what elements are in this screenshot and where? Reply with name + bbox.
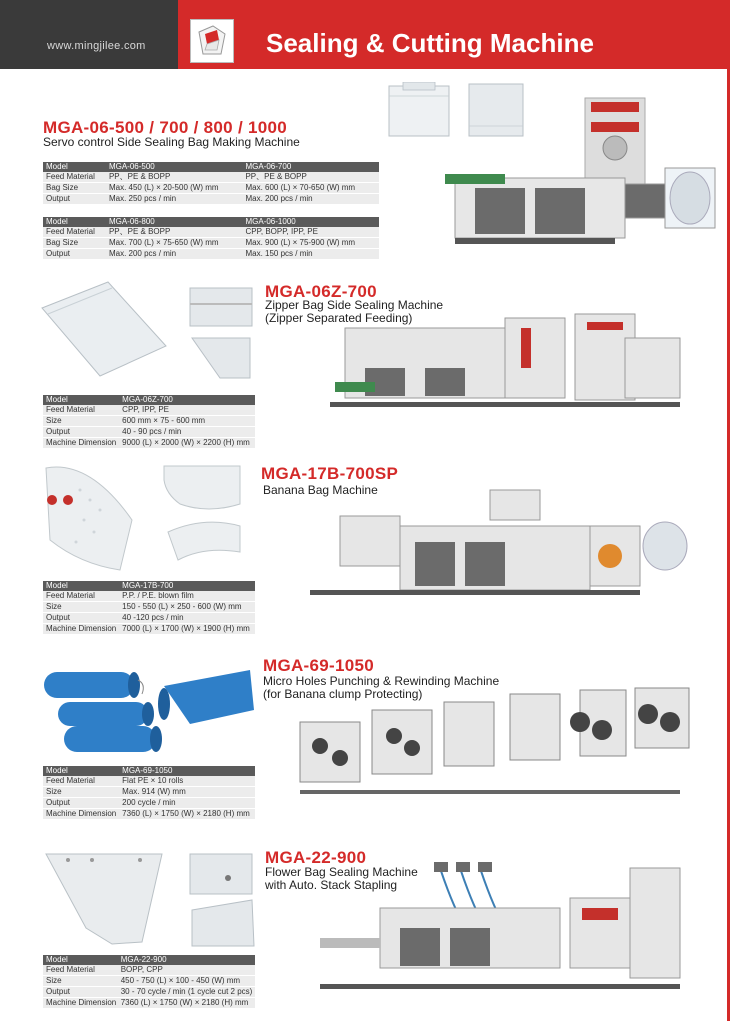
spec-cell: MGA-22-900: [118, 955, 255, 965]
header-dark-band: [0, 0, 178, 69]
subtitle-mga-06z-line2: (Zipper Separated Feeding): [265, 311, 413, 325]
spec-table-mga-06-800-1000: [43, 217, 379, 260]
spec-cell: Max. 900 (L) × 75-900 (W) mm: [242, 238, 379, 249]
subtitle-mga-22-line1: Flower Bag Sealing Machine: [265, 865, 418, 879]
spec-cell: PP、PE & BOPP: [106, 172, 243, 183]
model-title-mga-17b: MGA-17B-700SP: [261, 464, 399, 483]
spec-cell: Max. 250 pcs / min: [106, 194, 243, 205]
website-url[interactable]: www.mingjilee.com: [47, 40, 146, 52]
spec-cell: Output: [43, 194, 106, 205]
spec-cell: MGA-06-500: [106, 162, 243, 172]
spec-cell: PP、PE & BOPP: [106, 227, 243, 238]
spec-cell: 450 - 750 (L) × 100 - 450 (W) mm: [118, 976, 255, 987]
spec-cell: MGA-06Z-700: [119, 395, 255, 405]
spec-cell: BOPP, CPP: [118, 965, 255, 976]
model-title-mga-22: MGA-22-900: [265, 848, 367, 867]
spec-cell: MGA-69-1050: [119, 766, 255, 776]
spec-cell: 9000 (L) × 2000 (W) × 2200 (H) mm: [119, 438, 255, 449]
spec-cell: 7000 (L) × 1700 (W) × 1900 (H) mm: [119, 624, 255, 635]
spec-cell: Max. 600 (L) × 70-650 (W) mm: [242, 183, 379, 194]
spec-cell: Size: [43, 602, 119, 613]
spec-cell: Model: [43, 162, 106, 172]
spec-cell: Model: [43, 217, 106, 227]
spec-cell: 30 - 70 cycle / min (1 cycle cut 2 pcs): [118, 987, 255, 998]
spec-table-mga-06z-700: [43, 395, 255, 449]
spec-cell: 200 cycle / min: [119, 798, 255, 809]
subtitle-mga-69-line2: (for Banana clump Protecting): [263, 687, 423, 701]
model-title-mga-06z: MGA-06Z-700: [265, 282, 377, 301]
spec-cell: Feed Material: [43, 591, 119, 602]
spec-cell: Output: [43, 987, 118, 998]
spec-cell: Output: [43, 427, 119, 438]
spec-cell: Feed Material: [43, 776, 119, 787]
spec-cell: Size: [43, 787, 119, 798]
spec-cell: 150 - 550 (L) × 250 - 600 (W) mm: [119, 602, 255, 613]
spec-cell: 40 - 90 pcs / min: [119, 427, 255, 438]
spec-cell: Model: [43, 581, 119, 591]
spec-cell: Max. 700 (L) × 75-650 (W) mm: [106, 238, 243, 249]
spec-cell: Model: [43, 766, 119, 776]
subtitle-mga-17b: Banana Bag Machine: [263, 483, 378, 497]
flower-bag-machine-photo: [310, 858, 705, 1008]
zipper-bag-machine-photo: [325, 308, 690, 420]
subtitle-mga-22-line2: with Auto. Stack Stapling: [265, 878, 398, 892]
spec-cell: Output: [43, 613, 119, 624]
spec-cell: Feed Material: [43, 405, 119, 416]
spec-table-mga-17b-700: [43, 581, 255, 635]
banana-bag-samples: [40, 460, 245, 575]
spec-table-mga-22-900: [43, 955, 255, 1009]
spec-cell: 7360 (L) × 1750 (W) × 2180 (H) mm: [118, 998, 255, 1009]
spec-cell: Output: [43, 249, 106, 260]
company-logo: [190, 19, 234, 63]
spec-cell: Machine Dimension: [43, 998, 118, 1009]
spec-cell: MGA-06-700: [242, 162, 379, 172]
spec-cell: Feed Material: [43, 965, 118, 976]
subtitle-mga-69-line1: Micro Holes Punching & Rewinding Machine: [263, 674, 500, 688]
spec-cell: MGA-06-1000: [242, 217, 379, 227]
subtitle-mga-06: Servo control Side Sealing Bag Making Machine: [43, 135, 300, 149]
spec-cell: Bag Size: [43, 238, 106, 249]
flower-bag-samples: [42, 850, 257, 950]
spec-cell: 600 mm × 75 - 600 mm: [119, 416, 255, 427]
banana-bag-machine-photo: [290, 486, 710, 604]
spec-cell: Feed Material: [43, 227, 106, 238]
spec-cell: Max. 150 pcs / min: [242, 249, 379, 260]
spec-cell: Model: [43, 955, 118, 965]
spec-cell: Machine Dimension: [43, 624, 119, 635]
page-title: Sealing & Cutting Machine: [266, 28, 594, 58]
bag-making-machine-photo: [385, 88, 725, 278]
spec-cell: P.P. / P.E. blown film: [119, 591, 255, 602]
spec-cell: CPP, IPP, PE: [119, 405, 255, 416]
model-title-mga-69: MGA-69-1050: [263, 656, 375, 675]
spec-cell: Feed Material: [43, 172, 106, 183]
spec-cell: Model: [43, 395, 119, 405]
model-title-mga-06: MGA-06-500 / 700 / 800 / 1000: [43, 118, 288, 137]
spec-table-mga-06-500-700: [43, 162, 379, 205]
spec-cell: CPP, BOPP, IPP, PE: [242, 227, 379, 238]
spec-cell: Machine Dimension: [43, 438, 119, 449]
subtitle-mga-06z-line1: Zipper Bag Side Sealing Machine: [265, 298, 444, 312]
spec-cell: 40 -120 pcs / min: [119, 613, 255, 624]
spec-cell: Bag Size: [43, 183, 106, 194]
blue-film-rolls: [40, 666, 255, 756]
spec-cell: Output: [43, 798, 119, 809]
spec-cell: Max. 450 (L) × 20-500 (W) mm: [106, 183, 243, 194]
spec-table-mga-69-1050: [43, 766, 255, 820]
zipper-bag-samples: [40, 280, 255, 380]
micro-hole-punching-machine-photo: [290, 686, 700, 810]
spec-cell: Flat PE × 10 rolls: [119, 776, 255, 787]
spec-cell: PP、PE & BOPP: [242, 172, 379, 183]
spec-cell: Max. 914 (W) mm: [119, 787, 255, 798]
spec-cell: Size: [43, 416, 119, 427]
spec-cell: Max. 200 pcs / min: [242, 194, 379, 205]
spec-cell: 7360 (L) × 1750 (W) × 2180 (H) mm: [119, 809, 255, 820]
spec-cell: MGA-06-800: [106, 217, 243, 227]
spec-cell: MGA-17B-700: [119, 581, 255, 591]
spec-cell: Max. 200 pcs / min: [106, 249, 243, 260]
spec-cell: Machine Dimension: [43, 809, 119, 820]
spec-cell: Size: [43, 976, 118, 987]
